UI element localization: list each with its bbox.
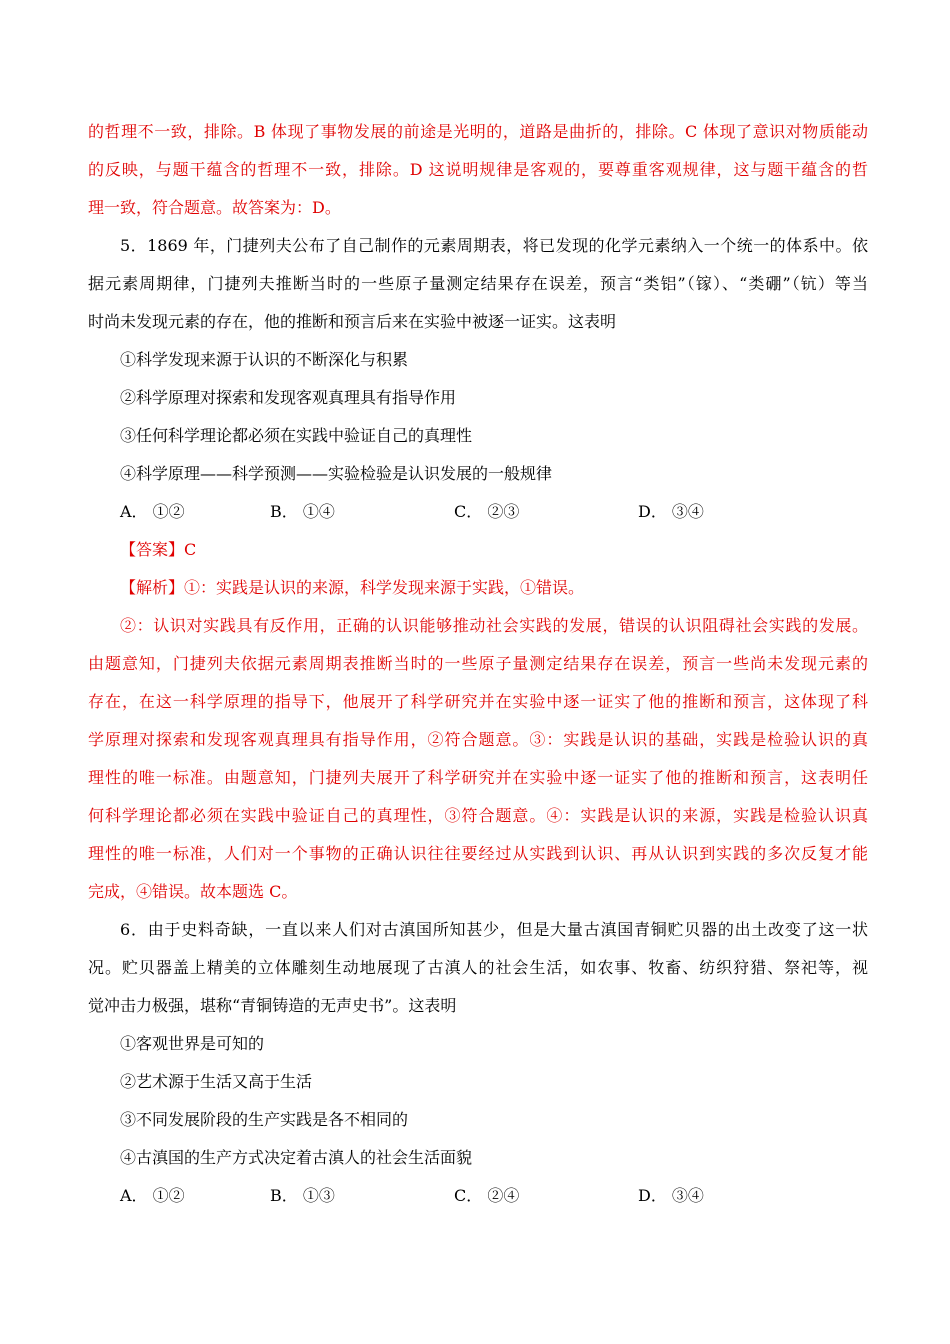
q5-analysis-first bbox=[120, 576, 900, 600]
q5-item: ③任何科学理论都必须在实践中验证自己的真理性 bbox=[120, 426, 473, 445]
q6-item: ④古滇国的生产方式决定着古滇人的社会生活面貌 bbox=[120, 1148, 473, 1167]
q6-stem-line: 6．由于史料奇缺，一直以来人们对古滇国所知甚少，但是大量古滇国青铜贮贝器的出土改变了这一状 bbox=[120, 920, 868, 939]
prev-explanation-line: 的哲理不一致，排除。B 体现了事物发展的前途是光明的，道路是曲折的，排除。C 体现了意识对物质能动 bbox=[88, 122, 868, 141]
q5-option-b: B． ①④ bbox=[270, 502, 335, 521]
q5-stem-line: 据元素周期律，门捷列夫推断当时的一些原子量测定结果存在误差，预言“类铝”（镓）、“类硼”（钪）等当 bbox=[88, 274, 868, 293]
q5-analysis-line: 何科学理论都必须在实践中验证自己的真理性，③符合题意。④：实践是认识的来源，实践是检验认识真 bbox=[88, 806, 868, 825]
q5-item: ②科学原理对探索和发现客观真理具有指导作用 bbox=[120, 388, 457, 407]
q5-analysis-line: 完成，④错误。故本题选 C。 bbox=[88, 882, 298, 901]
q5-options bbox=[120, 500, 820, 524]
q6-item: ②艺术源于生活又高于生活 bbox=[120, 1072, 313, 1091]
q5-analysis-line: ②：认识对实践具有反作用，正确的认识能够推动社会实践的发展，错误的认识阻碍社会实践的发展。 bbox=[120, 616, 868, 635]
analysis-label: 【解析】 bbox=[120, 578, 185, 597]
q6-stem-line: 况。贮贝器盖上精美的立体雕刻生动地展现了古滇人的社会生活，如农事、牧畜、纺织狩猎、祭祀等，视 bbox=[88, 958, 868, 977]
q5-answer bbox=[120, 538, 900, 562]
q5-analysis-line: 理性的唯一标准，人们对一个事物的正确认识往往要经过从实践到认识、再从认识到实践的多次反复才能 bbox=[88, 844, 868, 863]
q5-item: ④科学原理——科学预测——实验检验是认识发展的一般规律 bbox=[120, 464, 553, 483]
q5-stem-line: 时尚未发现元素的存在，他的推断和预言后来在实验中被逐一证实。这表明 bbox=[88, 312, 617, 331]
answer-label: 【答案】 bbox=[120, 540, 185, 559]
q6-option-d: D． ③④ bbox=[638, 1186, 704, 1205]
prev-explanation-line: 理一致，符合题意。故答案为：D。 bbox=[88, 198, 341, 217]
q6-options bbox=[120, 1184, 820, 1208]
q5-analysis-line: 理性的唯一标准。由题意知，门捷列夫展开了科学研究并在实验中逐一证实了他的推断和预言，这表明任 bbox=[88, 768, 868, 787]
analysis-text: ①：实践是认识的来源，科学发现来源于实践，①错误。 bbox=[184, 578, 585, 597]
q5-analysis-line: 学原理对探索和发现客观真理具有指导作用，②符合题意。③：实践是认识的基础，实践是检验认识的真 bbox=[88, 730, 868, 749]
q6-stem-line: 觉冲击力极强，堪称“青铜铸造的无声史书”。这表明 bbox=[88, 996, 457, 1015]
prev-explanation-line: 的反映，与题干蕴含的哲理不一致，排除。D 这说明规律是客观的，要尊重客观规律，这与题干蕴含的哲 bbox=[88, 160, 868, 179]
q5-option-a: A． ①② bbox=[120, 502, 185, 521]
q5-analysis-line: 由题意知，门捷列夫依据元素周期表推断当时的一些原子量测定结果存在误差，预言一些尚未发现元素的 bbox=[88, 654, 868, 673]
q5-option-d: D． ③④ bbox=[638, 502, 704, 521]
q6-item: ①客观世界是可知的 bbox=[120, 1034, 265, 1053]
q6-option-a: A． ①② bbox=[120, 1186, 185, 1205]
q5-item: ①科学发现来源于认识的不断深化与积累 bbox=[120, 350, 409, 369]
q6-item: ③不同发展阶段的生产实践是各不相同的 bbox=[120, 1110, 409, 1129]
q5-analysis-line: 存在，在这一科学原理的指导下，他展开了科学研究并在实验中逐一证实了他的推断和预言，这体现了科 bbox=[88, 692, 868, 711]
q6-option-b: B． ①③ bbox=[270, 1186, 335, 1205]
q5-option-c: C． ②③ bbox=[454, 502, 520, 521]
q5-stem-line: 5．1869 年，门捷列夫公布了自己制作的元素周期表，将已发现的化学元素纳入一个统一的体系中。依 bbox=[120, 236, 868, 255]
answer-value: C bbox=[184, 540, 197, 559]
q6-option-c: C． ②④ bbox=[454, 1186, 520, 1205]
